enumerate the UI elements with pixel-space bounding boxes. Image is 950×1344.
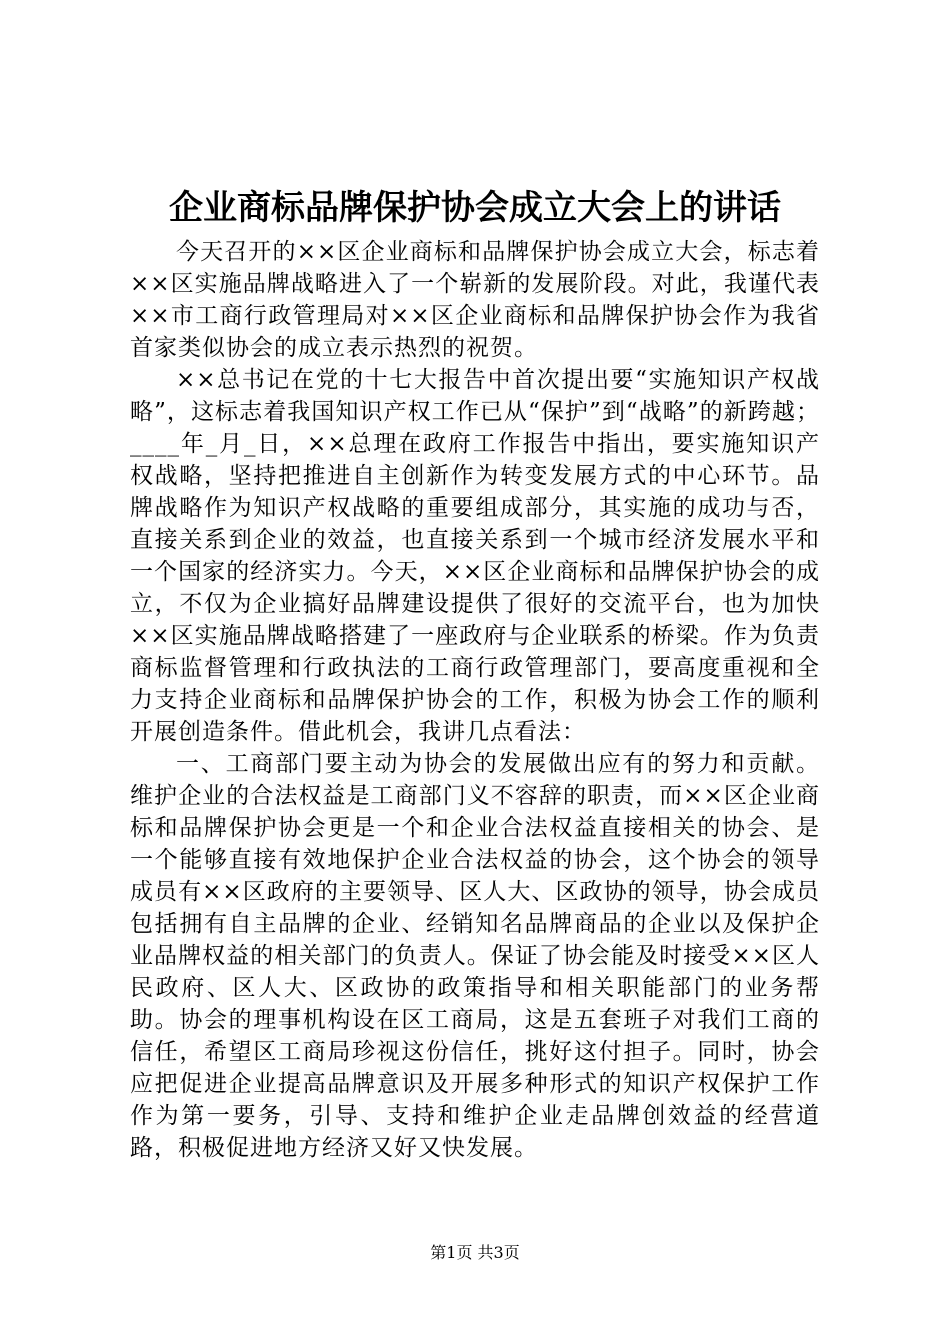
document-title: 企业商标品牌保护协会成立大会上的讲话 bbox=[169, 188, 781, 228]
document-body bbox=[130, 236, 820, 1164]
paragraph-1: 今天召开的××区企业商标和品牌保护协会成立大会，标志着××区实施品牌战略进入了一个崭新的发展阶段。对此，我谨代表××市工商行政管理局对××区企业商标和品牌保护协会作为我省首家类似协会的成立表示热烈的祝贺。 bbox=[130, 239, 820, 361]
page-footer: 第1页 共3页 bbox=[430, 1243, 520, 1262]
paragraph-2: ××总书记在党的十七大报告中首次提出要“实施知识产权战略”，这标志着我国知识产权工作已从“保护”到“战略”的新跨越；____年_月_日，××总理在政府工作报告中指出，要实施知识产权战略，坚持把推进自主创新作为转变发展方式的中心环节。品牌战略作为知识产权战略的重要组成部分，其实施的成功与否，直接关系到企业的效益，也直接关系到一个城市经济发展水平和一个国家的经济实力。今天，××区企业商标和品牌保护协会的成立，不仅为企业搞好品牌建设提供了很好的交流平台，也为加快××区实施品牌战略搭建了一座政府与企业联系的桥梁。作为负责商标监督管理和行政执法的工商行政管理部门，要高度重视和全力支持企业商标和品牌保护协会的工作，积极为协会工作的顺利开展创造条件。借此机会，我讲几点看法： bbox=[130, 367, 820, 745]
paragraph-3: 一、工商部门要主动为协会的发展做出应有的努力和贡献。维护企业的合法权益是工商部门义不容辞的职责，而××区企业商标和品牌保护协会更是一个和企业合法权益直接相关的协会、是一个能够直接有效地保护企业合法权益的协会，这个协会的领导成员有××区政府的主要领导、区人大、区政协的领导，协会成员包括拥有自主品牌的企业、经销知名品牌商品的企业以及保护企业品牌权益的相关部门的负责人。保证了协会能及时接受××区人民政府、区人大、区政协的政策指导和相关职能部门的业务帮助。协会的理事机构设在区工商局，这是五套班子对我们工商的信任，希望区工商局珍视这份信任，挑好这付担子。同时，协会应把促进企业提高品牌意识及开展多种形式的知识产权保护工作作为第一要务，引导、支持和维护企业走品牌创效益的经营道路，积极促进地方经济又好又快发展。 bbox=[130, 751, 820, 1161]
